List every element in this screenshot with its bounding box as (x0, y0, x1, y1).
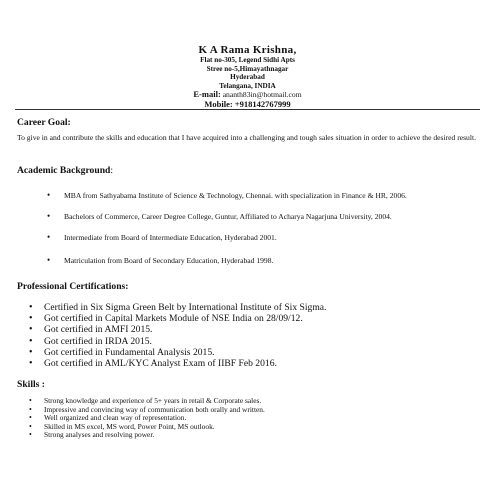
list-item: • Got certified in Fundamental Analysis 2015. (17, 347, 477, 358)
header-divider (15, 109, 480, 110)
address-line: Telangana, INDIA (219, 81, 276, 90)
skills-title: Skills : (17, 379, 45, 390)
list-item: • Well organized and clean way of representation. (17, 414, 477, 423)
academic-title-text: Academic Background (17, 165, 111, 176)
career-goal-section (17, 117, 477, 142)
mobile-number: Mobile: +918142767999 (204, 99, 291, 110)
address-line: Flat no-305, Legend Sidhi Apts (200, 56, 295, 64)
career-goal-text: To give in and contribute the skills and education that I have acquired into a challenging and tough sales situation in order to achieve the desired result. (17, 133, 476, 142)
skills-list (17, 397, 477, 440)
list-item: • Got certified in IRDA 2015. (17, 336, 477, 347)
list-item: • Got certified in Capital Markets Module of NSE India on 28/09/12. (17, 313, 477, 324)
list-item: • Impressive and convincing way of communication both orally and written. (17, 406, 477, 415)
email-label: E-mail: (193, 89, 221, 100)
academic-title (17, 165, 477, 176)
address-line: Stree no-5,Himayathnagar (206, 64, 289, 73)
list-item: • Strong knowledge and experience of 5+ years in retail & Corporate sales. (17, 397, 477, 406)
list-item: • Got certified in AML/KYC Analyst Exam of IIBF Feb 2016. (17, 358, 477, 369)
academic-list (17, 191, 477, 265)
certifications-section (17, 281, 477, 369)
address-line: Hyderabad (230, 73, 265, 82)
list-item: • Intermediate from Board of Intermediate Education, Hyderabad 2001. (17, 233, 477, 242)
list-item: • Certified in Six Sigma Green Belt by International Institute of Six Sigma. (17, 302, 477, 313)
list-item: • Got certified in AMFI 2015. (17, 324, 477, 335)
academic-title-colon: : (110, 165, 114, 176)
list-item: • Bachelors of Commerce, Career Degree College, Guntur, Affiliated to Acharya Nagarjuna University, 2004. (17, 212, 477, 221)
list-item: • Matriculation from Board of Secondary Education, Hyderabad 1998. (17, 256, 477, 265)
list-item: • Strong analyses and resolving power. (17, 431, 477, 440)
list-item: • Skilled in MS excel, MS word, Power Point, MS outlook. (17, 423, 477, 432)
resume-header (0, 44, 495, 109)
candidate-name: K A Rama Krishna, (198, 44, 297, 56)
email-address[interactable]: ananth83in@hotmail.com (222, 90, 302, 100)
address-block (0, 56, 495, 90)
list-item: • MBA from Sathyabama Institute of Science & Technology, Chennai. with specialization in Finance & HR, 2006. (17, 191, 477, 200)
certifications-title: Professional Certifications: (17, 281, 129, 292)
skills-section (17, 379, 477, 440)
certifications-list (17, 302, 477, 369)
career-goal-title: Career Goal: (17, 117, 71, 128)
academic-section (17, 165, 477, 265)
email-line (0, 90, 495, 99)
